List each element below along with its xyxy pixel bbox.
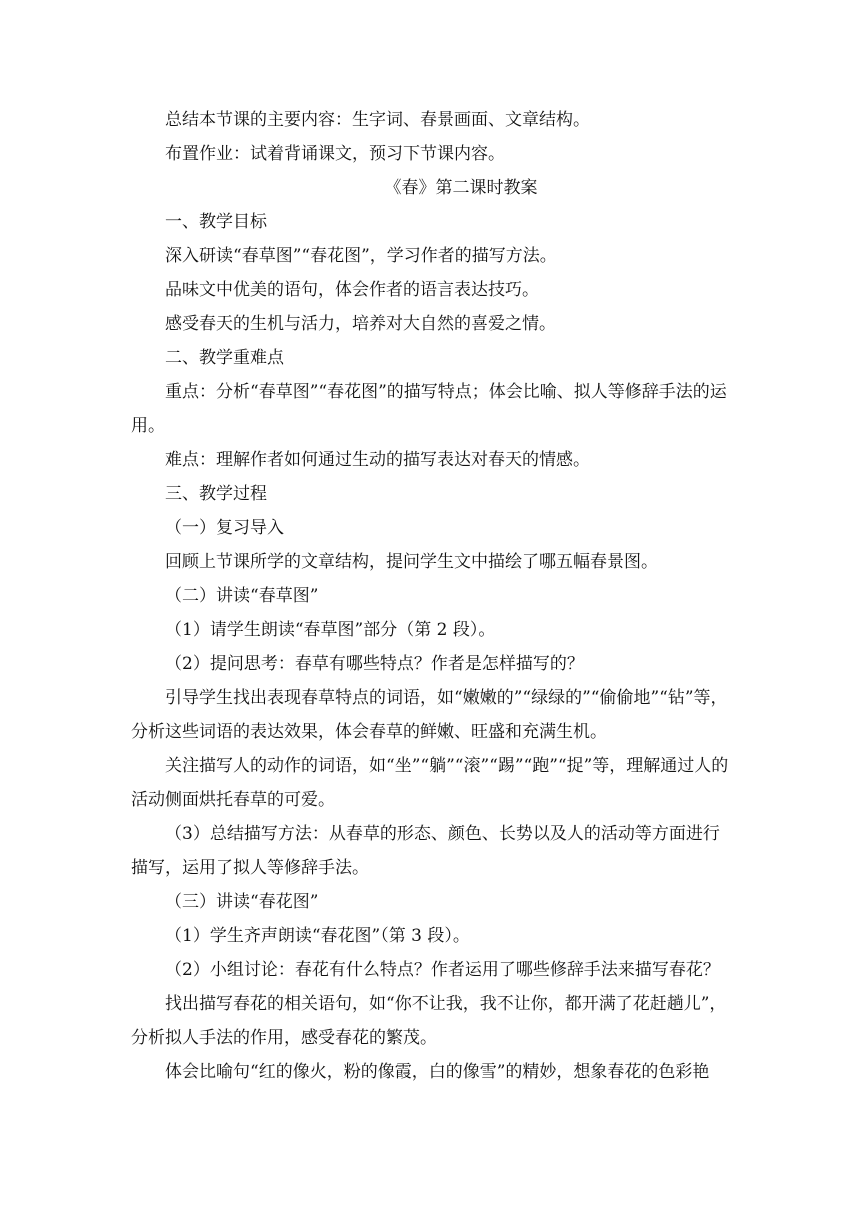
subsection-heading: （一）复习导入 bbox=[165, 518, 284, 538]
step-paragraph: （2）提问思考：春草有哪些特点？作者是怎样描写的？ bbox=[165, 654, 584, 674]
goal-item: 感受春天的生机与活力，培养对大自然的喜爱之情。 bbox=[165, 314, 556, 334]
homework-paragraph: 布置作业：试着背诵课文，预习下节课内容。 bbox=[165, 144, 505, 164]
body-paragraph: 关注描写人的动作的词语，如“坐”“躺”“滚”“踢”“跑”“捉”等，理解通过人的活动侧面烘托春草的可爱。 bbox=[131, 756, 729, 810]
body-paragraph: 体会比喻句“红的像火，粉的像霞，白的像雪”的精妙，想象春花的色彩艳 bbox=[165, 1062, 710, 1082]
step-paragraph: （3）总结描写方法：从春草的形态、颜色、长势以及人的活动等方面进行描写，运用了拟人等修辞手法。 bbox=[131, 824, 720, 878]
step-paragraph: （1）请学生朗读“春草图”部分（第 2 段）。 bbox=[165, 620, 496, 640]
section-heading-process: 三、教学过程 bbox=[165, 484, 267, 504]
goal-item: 深入研读“春草图”“春花图”，学习作者的描写方法。 bbox=[165, 246, 557, 266]
difficulty-paragraph: 难点：理解作者如何通过生动的描写表达对春天的情感。 bbox=[165, 450, 590, 470]
key-point-paragraph: 重点：分析“春草图”“春花图”的描写特点；体会比喻、拟人等修辞手法的运用。 bbox=[131, 382, 727, 436]
step-paragraph: （2）小组讨论：春花有什么特点？作者运用了哪些修辞手法来描写春花？ bbox=[165, 960, 720, 980]
section-heading-key-points: 二、教学重难点 bbox=[165, 348, 284, 368]
section-heading-goals: 一、教学目标 bbox=[165, 212, 267, 232]
step-paragraph: （1）学生齐声朗读“春花图”（第 3 段）。 bbox=[165, 926, 470, 946]
goal-item: 品味文中优美的语句，体会作者的语言表达技巧。 bbox=[165, 280, 539, 300]
lesson-title: 《春》第二课时教案 bbox=[384, 178, 538, 198]
subsection-heading: （三）讲读“春花图” bbox=[165, 892, 319, 912]
body-paragraph: 回顾上节课所学的文章结构，提问学生文中描绘了哪五幅春景图。 bbox=[165, 552, 658, 572]
document-body bbox=[131, 103, 731, 1089]
summary-paragraph: 总结本节课的主要内容：生字词、春景画面、文章结构。 bbox=[165, 110, 590, 130]
body-paragraph: 引导学生找出表现春草特点的词语，如“嫩嫩的”“绿绿的”“偷偷地”“钻”等，分析这些词语的表达效果，体会春草的鲜嫩、旺盛和充满生机。 bbox=[131, 688, 728, 742]
body-paragraph: 找出描写春花的相关语句，如“你不让我，我不让你，都开满了花赶趟儿”，分析拟人手法的作用，感受春花的繁茂。 bbox=[131, 994, 727, 1048]
subsection-heading: （二）讲读“春草图” bbox=[165, 586, 319, 606]
